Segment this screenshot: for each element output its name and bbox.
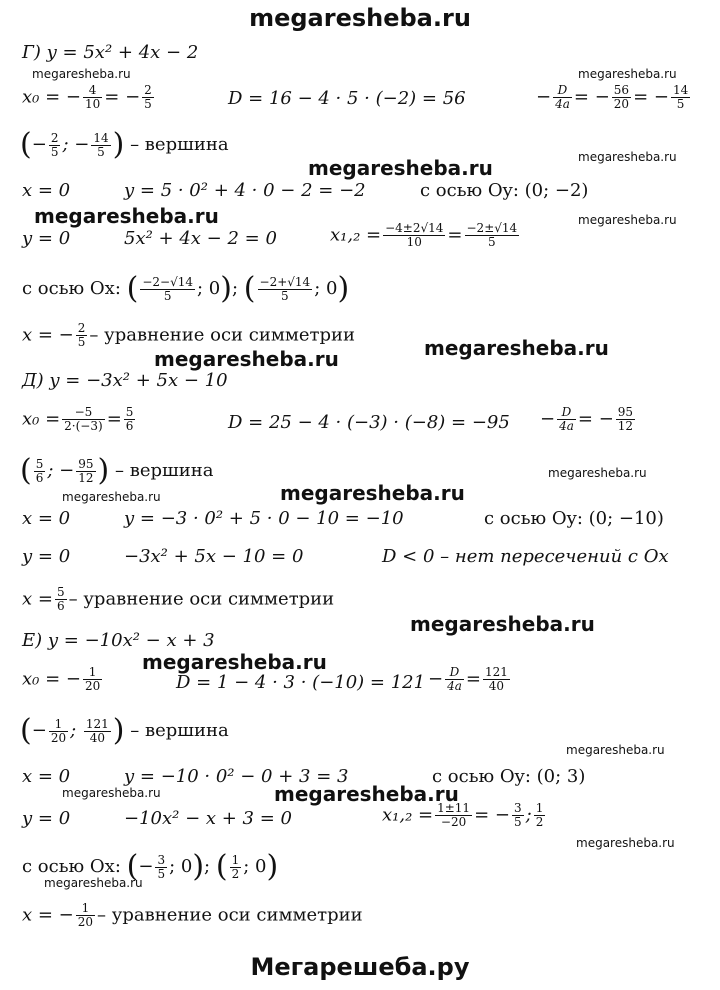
e-x0-line: x₀ = − $\frac{1}{20}$: [22, 665, 101, 693]
d-equation: −3x² + 5x − 10 = 0: [124, 546, 304, 567]
watermark: megaresheba.ru: [566, 743, 665, 757]
g-roots: x₁,₂ = $\frac{-4\pm 2√14}{10}$ = $\frac{-2\pm√14}{5}$: [330, 221, 518, 249]
d-vertex-y: − $\frac{D}{4a}$ = − $\frac{95}{12}$: [540, 405, 634, 433]
g-ox-intersection: с осью Ox: ( $\frac{-2-√14}{5}$ ; 0); ( $\frac{-2+√14}{5}$ ; 0): [22, 271, 350, 306]
d-no-roots: D < 0 – нет пересечений с Ox: [382, 546, 669, 567]
section-d-heading: Д) y = −3x² + 5x − 10: [22, 370, 228, 391]
d-y-eq-0: y = 0: [22, 546, 71, 567]
e-vertex: (− $\frac{1}{20}$ ; $\frac{121}{40}$ ) – вершина: [20, 713, 229, 748]
e-equation: −10x² − x + 3 = 0: [124, 808, 292, 829]
e-ox-intersection: с осью Ox: (− $\frac{3}{5}$ ; 0); ( $\frac{1}{2}$ ; 0): [22, 849, 279, 884]
d-axis: x = $\frac{5}{6}$ – уравнение оси симметрии: [22, 585, 335, 613]
section-g-heading: Г) y = 5x² + 4x − 2: [22, 42, 199, 63]
watermark: megaresheba.ru: [424, 336, 609, 360]
g-x0-line: x₀ = − $\frac{4}{10}$ = − $\frac{2}{5}$: [22, 83, 152, 111]
watermark: megaresheba.ru: [44, 876, 143, 890]
d-x-eq-0: x = 0: [22, 508, 71, 529]
g-x-eq-0: x = 0: [22, 180, 71, 201]
e-oy-intersection: с осью Oy: (0; 3): [432, 766, 586, 787]
e-axis: x = − $\frac{1}{20}$ – уравнение оси симметрии: [22, 901, 363, 929]
watermark: megaresheba.ru: [578, 67, 677, 81]
g-equation: 5x² + 4x − 2 = 0: [124, 228, 277, 249]
watermark: megaresheba.ru: [34, 204, 219, 228]
d-x0-line: x₀ = $\frac{-5}{2\cdot(-3)}$ = $\frac{5}{6}$: [22, 405, 134, 433]
watermark: megaresheba.ru: [280, 481, 465, 505]
e-y-eq-0: y = 0: [22, 808, 71, 829]
e-y-calc: y = −10 · 0² − 0 + 3 = 3: [124, 766, 349, 787]
watermark: megaresheba.ru: [154, 347, 339, 371]
e-discriminant: D = 1 − 4 · 3 · (−10) = 121: [176, 672, 426, 693]
watermark: megaresheba.ru: [576, 836, 675, 850]
g-y-calc: y = 5 · 0² + 4 · 0 − 2 = −2: [124, 180, 366, 201]
d-vertex: ( $\frac{5}{6}$ ; − $\frac{95}{12}$ ) – вершина: [20, 453, 214, 488]
watermark: megaresheba.ru: [32, 67, 131, 81]
watermark: megaresheba.ru: [274, 782, 459, 806]
e-roots: x₁,₂ = $\frac{1\pm 11}{-20}$ = − $\frac{3}{5}$ ; $\frac{1}{2}$: [382, 801, 544, 829]
g-vertex-y: − $\frac{D}{4a}$ = − $\frac{56}{20}$ = − $\frac{14}{5}$: [536, 83, 689, 111]
section-e-heading: Е) y = −10x² − x + 3: [22, 630, 215, 651]
footer-title: Мегарешеба.ру: [250, 953, 470, 981]
g-axis: x = − $\frac{2}{5}$ – уравнение оси симметрии: [22, 321, 355, 349]
g-vertex: (− $\frac{2}{5}$ ; − $\frac{14}{5}$ ) – вершина: [20, 127, 229, 162]
d-y-calc: y = −3 · 0² + 5 · 0 − 10 = −10: [124, 508, 404, 529]
watermark: megaresheba.ru: [142, 650, 327, 674]
site-title: megaresheba.ru: [249, 4, 471, 32]
watermark: megaresheba.ru: [578, 213, 677, 227]
watermark: megaresheba.ru: [578, 150, 677, 164]
d-discriminant: D = 25 − 4 · (−3) · (−8) = −95: [228, 412, 510, 433]
g-oy-intersection: с осью Oy: (0; −2): [420, 180, 589, 201]
g-discriminant: D = 16 − 4 · 5 · (−2) = 56: [228, 88, 466, 109]
e-x-eq-0: x = 0: [22, 766, 71, 787]
e-vertex-y: − $\frac{D}{4a}$ = $\frac{121}{40}$: [428, 665, 508, 693]
g-y-eq-0: y = 0: [22, 228, 71, 249]
watermark: megaresheba.ru: [548, 466, 647, 480]
watermark: megaresheba.ru: [62, 490, 161, 504]
watermark: megaresheba.ru: [410, 612, 595, 636]
watermark: megaresheba.ru: [62, 786, 161, 800]
d-oy-intersection: с осью Oy: (0; −10): [484, 508, 664, 529]
watermark: megaresheba.ru: [308, 156, 493, 180]
